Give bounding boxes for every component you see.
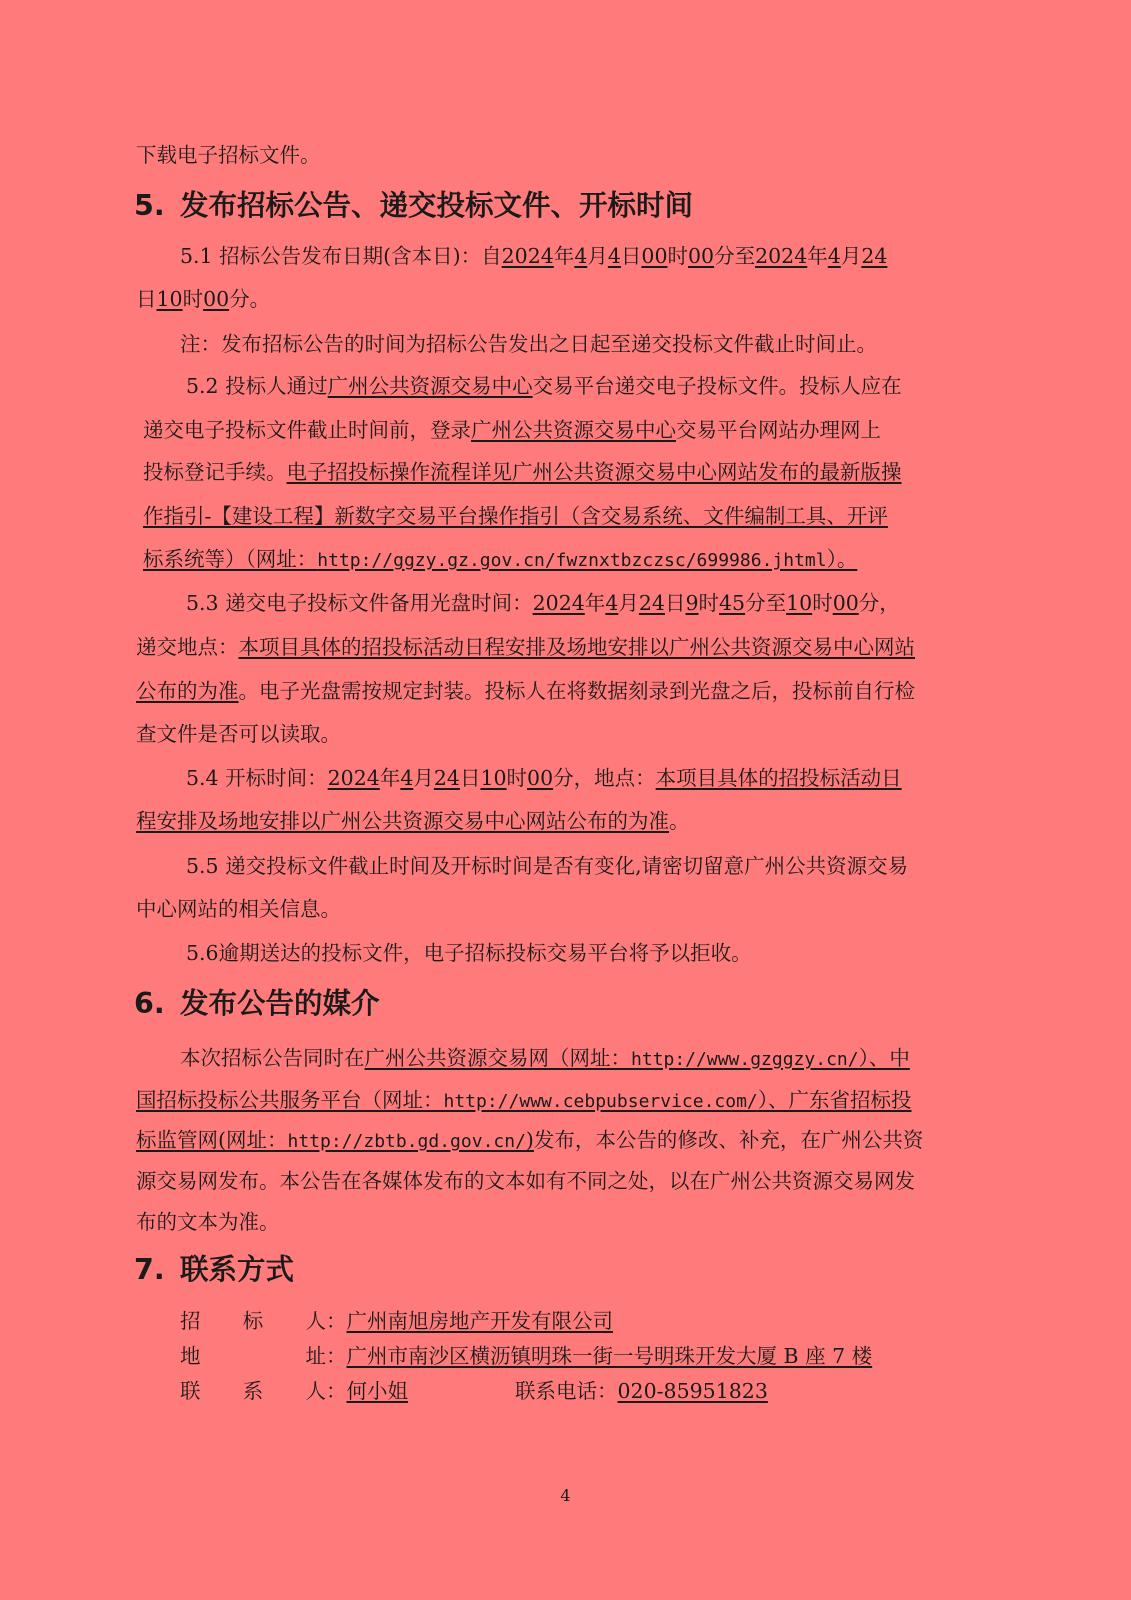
- p5-2-text-d: 交易平台网站办理网上: [676, 418, 881, 442]
- sec6-line-5: 布的文本为准。: [136, 1210, 280, 1234]
- p5-3-label: 5.3: [186, 591, 219, 615]
- p5-5-label: 5.5: [186, 854, 219, 878]
- p5-3-line-1: [186, 588, 996, 618]
- p5-2-text-c: 递交电子投标文件截止时间前，登录: [143, 418, 471, 442]
- gzggzy-name: 广州公共资源交易网（网址：: [364, 1046, 631, 1070]
- section-7-heading: [134, 1250, 294, 1290]
- year-char: 年: [807, 244, 828, 268]
- contact-row: [180, 1376, 408, 1406]
- address-row: [180, 1341, 872, 1371]
- section-7-number: 7.: [134, 1253, 165, 1286]
- sec6-text-u1b: ）、中: [858, 1046, 910, 1070]
- p5-4-month: 4: [400, 766, 414, 790]
- sec6-line-1: [180, 1043, 996, 1075]
- tenderer-label: [180, 1306, 326, 1336]
- guide-text-3: [143, 547, 857, 571]
- p5-4-line-1: [186, 763, 996, 793]
- gzggzy-ref: [365, 1046, 910, 1070]
- p5-5-line-1: [186, 851, 996, 881]
- label-char: 地: [180, 1344, 201, 1368]
- p5-1-end-day: 24: [861, 244, 888, 268]
- p5-1-line-2: [136, 284, 996, 314]
- sec6-line-4: 源交易网发布。本公告在各媒体发布的文本如有不同之处，以在广州公共资源交易网发: [136, 1169, 915, 1193]
- hour-char: 时: [667, 244, 688, 268]
- section-5-number: 5.: [134, 189, 165, 222]
- p5-4-end: 。: [669, 809, 690, 833]
- guide-text-3a: 标系统等）（网址：: [143, 547, 318, 571]
- trading-center-link-2: 广州公共资源交易中心: [471, 418, 676, 442]
- p5-3-end-hour: 10: [786, 591, 813, 615]
- p5-5-text-1: 递交投标文件截止时间及开标时间是否有变化,请密切留意广州公共资源交易: [225, 854, 909, 878]
- p5-5-line-2: 中心网站的相关信息。: [136, 897, 341, 921]
- p5-3-place-1: 本项目具体的招投标活动日程安排及场地安排以广州公共资源交易中心网站: [238, 635, 915, 659]
- p5-1-start-year: 2024: [501, 244, 554, 268]
- to-text: 分至: [745, 591, 787, 615]
- guide-text-3b: ）。: [826, 547, 858, 571]
- p5-4-place-2: 程安排及场地安排以广州公共资源交易中心网站公布的为准: [136, 809, 669, 833]
- p5-1-start-minute: 00: [688, 244, 715, 268]
- day-char: 日: [620, 244, 642, 268]
- p5-3-place-label: 递交地点：: [136, 635, 239, 659]
- p5-3-text-a: 递交电子投标文件备用光盘时间：: [225, 591, 533, 615]
- p5-1-end-month: 4: [827, 244, 841, 268]
- section-5-heading: [134, 186, 693, 226]
- p5-1-end-hour: 10: [156, 287, 183, 311]
- p5-3-line-2: [136, 632, 996, 662]
- p5-4-place-label: 分，地点：: [553, 766, 656, 790]
- cebpub-name: 国招标投标公共服务平台（网址：: [136, 1088, 444, 1112]
- p5-4-text-a: 开标时间：: [225, 766, 328, 790]
- year-char: 年: [584, 591, 606, 615]
- sec6-text-b: 发布，本公告的修改、补充，在广州公共资: [533, 1128, 924, 1152]
- label-char: 人: [305, 1379, 326, 1403]
- p5-3-start-hour: 9: [685, 591, 699, 615]
- label-char: 址: [305, 1344, 326, 1368]
- p5-1-start-hour: 00: [641, 244, 668, 268]
- note-line: 注：发布招标公告的时间为招标公告发出之日起至递交投标文件截止时间止。: [180, 332, 877, 356]
- p5-1-text: 招标公告发布日期(含本日)：自: [219, 244, 502, 268]
- section-5-title: 发布招标公告、递交投标文件、开标时间: [180, 189, 694, 222]
- label-char: 系: [242, 1379, 264, 1403]
- p5-4-hour: 10: [480, 766, 507, 790]
- zbtb-name: 标监管网(网址：: [136, 1128, 288, 1152]
- page-number: 4: [560, 1486, 571, 1505]
- hour-char: 时: [506, 766, 528, 790]
- p5-4-year: 2024: [327, 766, 380, 790]
- colon: ：: [326, 1344, 347, 1368]
- month-char: 月: [413, 766, 434, 790]
- p5-1-start-month: 4: [574, 244, 588, 268]
- p5-2-text-b: 交易平台递交电子投标文件。投标人应在: [532, 374, 902, 398]
- colon: ：: [326, 1309, 347, 1333]
- year-char: 年: [379, 766, 401, 790]
- cebpub-ref: [136, 1088, 912, 1112]
- p5-1-end-minute: 00: [203, 287, 230, 311]
- p5-4-label: 5.4: [186, 766, 219, 790]
- guide-url-link[interactable]: http://ggzy.gz.gov.cn/fwznxtbzczsc/699986.jhtml: [317, 550, 827, 571]
- p5-2-line-1: [186, 371, 996, 401]
- hour-char: 时: [812, 591, 833, 615]
- month-char: 月: [840, 244, 862, 268]
- hour-char: 时: [182, 287, 204, 311]
- end-text: 分。: [229, 287, 271, 311]
- p5-2-line-2: [143, 415, 996, 445]
- zbtb-url-link[interactable]: http://zbtb.gd.gov.cn/: [287, 1131, 526, 1152]
- gzggzy-url-link[interactable]: http://www.gzggzy.cn/: [631, 1049, 859, 1070]
- label-char: 人: [305, 1309, 326, 1333]
- p5-3-year: 2024: [532, 591, 585, 615]
- colon: ：: [326, 1379, 347, 1403]
- section-6-heading: [134, 984, 380, 1024]
- p5-3-day: 24: [638, 591, 665, 615]
- p5-3-start-minute: 45: [719, 591, 746, 615]
- section-7-title: 联系方式: [180, 1253, 295, 1286]
- p5-4-place-1: 本项目具体的招投标活动日: [655, 766, 902, 790]
- phone-label: 联系电话：: [515, 1379, 618, 1403]
- p5-3-place-2: 公布的为准: [136, 679, 239, 703]
- sec6-text-u3b: ): [525, 1128, 534, 1152]
- p5-4-line-2: [136, 806, 996, 836]
- p5-1-label: 5.1: [180, 244, 213, 268]
- p5-1-start-day: 4: [607, 244, 621, 268]
- sec6-text-a: 本次招标公告同时在: [180, 1046, 365, 1070]
- contact-value: 何小姐: [346, 1379, 408, 1403]
- label-char: 标: [242, 1309, 264, 1333]
- address-value: 广州市南沙区横沥镇明珠一街一号明珠开发大厦 B 座 7 楼: [346, 1344, 873, 1368]
- guide-text-2: 作指引-【建设工程】新数字交易平台操作指引（含交易系统、文件编制工具、开评: [143, 504, 888, 528]
- day-char: 日: [136, 287, 157, 311]
- p5-3-line-3: [136, 676, 996, 706]
- p5-1-end-year: 2024: [755, 244, 808, 268]
- p5-1-line-1: [180, 241, 996, 271]
- p5-6-text: 逾期送达的投标文件，电子招标投标交易平台将予以拒收。: [218, 941, 752, 965]
- sec6-line-3: [136, 1125, 996, 1157]
- sec6-text-u2b: ）、广东省招标投: [757, 1088, 912, 1112]
- label-char: 招: [180, 1309, 201, 1333]
- contact-label: [180, 1376, 326, 1406]
- address-label: [180, 1341, 326, 1371]
- tenderer-value: 广州南旭房地产开发有限公司: [346, 1309, 613, 1333]
- p5-2-line-5: [143, 544, 996, 576]
- section-6-number: 6.: [134, 987, 165, 1020]
- zbtb-ref: [136, 1128, 534, 1152]
- day-char: 日: [664, 591, 686, 615]
- p5-3-line-4: 查文件是否可以读取。: [136, 722, 341, 746]
- phone-row: [515, 1376, 768, 1406]
- p5-2-line-3: [143, 457, 996, 487]
- p5-2-text-e: 投标登记手续。: [143, 460, 287, 484]
- p5-3-month: 4: [605, 591, 619, 615]
- label-char: 联: [180, 1379, 201, 1403]
- to-text: 分至: [714, 244, 756, 268]
- guide-text-1: 电子招投标操作流程详见广州公共资源交易中心网站发布的最新版操: [286, 460, 902, 484]
- month-char: 月: [618, 591, 639, 615]
- month-char: 月: [587, 244, 608, 268]
- p5-3-end-minute: 00: [832, 591, 859, 615]
- tenderer-row: [180, 1306, 613, 1336]
- p5-2-label: 5.2: [186, 374, 219, 398]
- phone-value: 020-85951823: [617, 1379, 768, 1403]
- p5-4-day: 24: [433, 766, 460, 790]
- p5-2-text-a: 投标人通过: [225, 374, 328, 398]
- trading-center-link: 广州公共资源交易中心: [327, 374, 533, 398]
- sec6-line-2: [136, 1085, 996, 1117]
- end-text: 分，: [858, 591, 900, 615]
- p5-2-line-4: [143, 501, 996, 531]
- p5-3-text-b: 。电子光盘需按规定封装。投标人在将数据刻录到光盘之后，投标前自行检: [238, 679, 915, 703]
- p5-6-line: [186, 938, 996, 968]
- cebpub-url-link[interactable]: http://www.cebpubservice.com/: [443, 1091, 758, 1112]
- year-char: 年: [553, 244, 575, 268]
- top-line: 下载电子招标文件。: [136, 143, 321, 167]
- hour-char: 时: [698, 591, 719, 615]
- day-char: 日: [459, 766, 481, 790]
- section-6-title: 发布公告的媒介: [180, 987, 380, 1020]
- p5-6-label: 5.6: [186, 941, 219, 965]
- p5-4-minute: 00: [527, 766, 554, 790]
